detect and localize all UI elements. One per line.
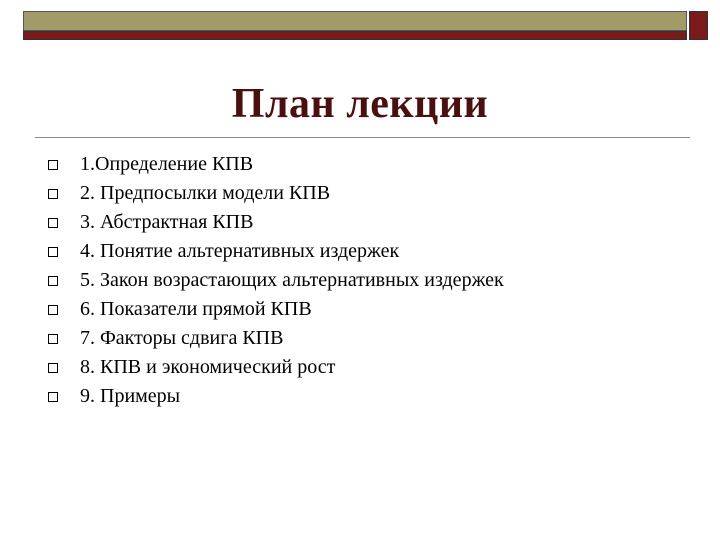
list-item-text: 2. Предпосылки модели КПВ [80, 182, 331, 204]
hollow-square-bullet-icon [48, 160, 58, 170]
hollow-square-bullet-icon [48, 392, 58, 402]
list-item [48, 179, 504, 208]
hollow-square-bullet-icon [48, 363, 58, 373]
title-divider [35, 137, 690, 138]
list-item-text: 4. Понятие альтернативных издержек [80, 240, 400, 262]
hollow-square-bullet-icon [48, 218, 58, 228]
list-item-text: 7. Факторы сдвига КПВ [80, 327, 284, 349]
list-item [48, 382, 504, 411]
slide-title: План лекции [231, 81, 489, 127]
list-item [48, 353, 504, 382]
agenda-list [48, 150, 504, 411]
list-item [48, 295, 504, 324]
hollow-square-bullet-icon [48, 276, 58, 286]
header-decor-stripe [23, 31, 687, 40]
list-item-text: 6. Показатели прямой КПВ [80, 298, 312, 320]
list-item [48, 266, 504, 295]
list-item-text: 5. Закон возрастающих альтернативных издержек [80, 269, 504, 291]
list-item-text: 3. Абстрактная КПВ [80, 211, 254, 233]
hollow-square-bullet-icon [48, 334, 58, 344]
list-item-text: 9. Примеры [80, 385, 181, 407]
list-item [48, 208, 504, 237]
list-item [48, 324, 504, 353]
header-decor-band [23, 11, 687, 31]
hollow-square-bullet-icon [48, 189, 58, 199]
list-item [48, 150, 504, 179]
list-item-text: 1.Определение КПВ [80, 153, 254, 175]
list-item-text: 8. КПВ и экономический рост [80, 356, 336, 378]
hollow-square-bullet-icon [48, 247, 58, 257]
hollow-square-bullet-icon [48, 305, 58, 315]
list-item [48, 237, 504, 266]
header-decor-corner-block [689, 11, 708, 40]
